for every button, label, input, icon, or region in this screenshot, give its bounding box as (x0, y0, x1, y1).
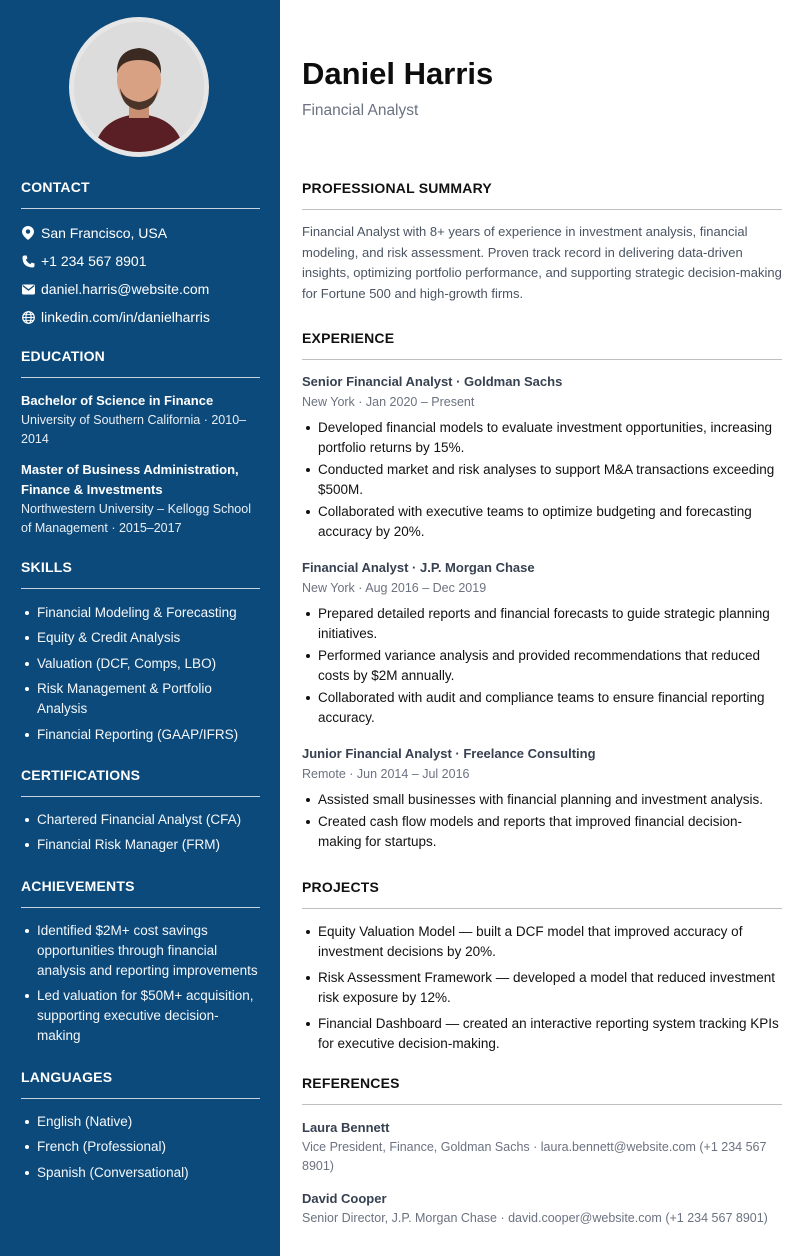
job-bullet: Developed financial models to evaluate investment opportunities, increasing portfolio returns by 15%. (302, 418, 782, 459)
projects-list (302, 922, 782, 1055)
achievement-item: Identified $2M+ cost savings opportunities through financial analysis and reporting improvements (21, 921, 260, 981)
education-degree: Bachelor of Science in Finance (21, 393, 214, 408)
projects-heading: PROJECTS (302, 879, 782, 909)
skills-list (21, 603, 260, 750)
contact-heading: CONTACT (21, 179, 260, 209)
references-heading: REFERENCES (302, 1075, 782, 1105)
reference-name: Laura Bennett (302, 1120, 390, 1135)
summary-text: Financial Analyst with 8+ years of experience in investment analysis, financial modeling, and risk assessment. Proven track record in delivering data-driven insights, optimizing portfolio performance, and supporting strategic decision-making for Fortune 500 and high-growth firms. (302, 224, 782, 301)
skill-item: Valuation (DCF, Comps, LBO) (21, 654, 260, 674)
achievement-item: Led valuation for $50M+ acquisition, supporting executive decision-making (21, 986, 260, 1046)
email-icon (21, 282, 35, 296)
languages-heading: LANGUAGES (21, 1069, 260, 1099)
sidebar (0, 0, 280, 1256)
education-heading: EDUCATION (21, 348, 260, 378)
reference-info: Vice President, Finance, Goldman Sachs · laura.bennett@website.com (+1 234 567 8901) (302, 1140, 767, 1173)
contact-location-text: San Francisco, USA (41, 225, 168, 241)
skill-item: Financial Reporting (GAAP/IFRS) (21, 725, 260, 745)
profile-photo (69, 17, 209, 157)
achievements-heading: ACHIEVEMENTS (21, 878, 260, 908)
job-entry (302, 372, 782, 544)
language-item: Spanish (Conversational) (21, 1163, 260, 1183)
education-item (21, 460, 260, 538)
contact-email[interactable] (21, 275, 260, 303)
job-bullet: Prepared detailed reports and financial forecasts to guide strategic planning initiatives. (302, 604, 782, 645)
reference-entry (302, 1189, 782, 1228)
job-title: Senior Financial Analyst · Goldman Sachs (302, 374, 563, 389)
certification-item: Chartered Financial Analyst (CFA) (21, 810, 260, 830)
candidate-role: Financial Analyst (302, 102, 419, 119)
reference-info: Senior Director, J.P. Morgan Chase · david.cooper@website.com (+1 234 567 8901) (302, 1211, 768, 1225)
main-content (302, 0, 782, 1256)
achievements-list (21, 921, 260, 1052)
job-bullets (302, 418, 782, 543)
job-entry (302, 558, 782, 730)
job-bullet: Created cash flow models and reports that improved financial decision-making for startups. (302, 812, 782, 853)
job-meta: Remote · Jun 2014 – Jul 2016 (302, 767, 470, 781)
contact-list (21, 219, 260, 331)
contact-linkedin[interactable] (21, 303, 260, 331)
skill-item: Financial Modeling & Forecasting (21, 603, 260, 623)
contact-location (21, 219, 260, 247)
job-bullets (302, 790, 782, 852)
job-bullets (302, 604, 782, 729)
job-entry (302, 744, 782, 854)
education-item (21, 391, 260, 449)
contact-phone-text: +1 234 567 8901 (41, 253, 147, 269)
job-bullet: Assisted small businesses with financial planning and investment analysis. (302, 790, 782, 810)
reference-name: David Cooper (302, 1191, 387, 1206)
certification-item: Financial Risk Manager (FRM) (21, 835, 260, 855)
job-bullet: Collaborated with audit and compliance teams to ensure financial reporting accuracy. (302, 688, 782, 729)
skills-heading: SKILLS (21, 559, 260, 589)
avatar (74, 22, 204, 152)
certifications-heading: CERTIFICATIONS (21, 767, 260, 797)
contact-linkedin-text: linkedin.com/in/danielharris (41, 309, 210, 325)
languages-list (21, 1112, 260, 1188)
contact-phone[interactable] (21, 247, 260, 275)
job-meta: New York · Aug 2016 – Dec 2019 (302, 581, 487, 595)
job-bullet: Conducted market and risk analyses to support M&A transactions exceeding $500M. (302, 460, 782, 501)
job-title: Junior Financial Analyst · Freelance Consulting (302, 746, 596, 761)
job-title: Financial Analyst · J.P. Morgan Chase (302, 560, 535, 575)
skill-item: Risk Management & Portfolio Analysis (21, 679, 260, 719)
candidate-name: Daniel Harris (302, 56, 494, 91)
globe-icon (21, 310, 35, 324)
job-bullet: Collaborated with executive teams to optimize budgeting and forecasting accuracy by 20%. (302, 502, 782, 543)
job-meta: New York · Jan 2020 – Present (302, 395, 475, 409)
phone-icon (21, 254, 35, 268)
project-item: Equity Valuation Model — built a DCF model that improved accuracy of investment decisions by 20%. (302, 922, 782, 963)
job-bullet: Performed variance analysis and provided recommendations that reduced costs by $2M annually. (302, 646, 782, 687)
summary-heading: PROFESSIONAL SUMMARY (302, 180, 782, 210)
education-degree: Master of Business Administration, Finance & Investments (21, 462, 239, 497)
projects-section (302, 922, 782, 1060)
education-school: University of Southern California · 2010–2014 (21, 413, 247, 446)
project-item: Risk Assessment Framework — developed a model that reduced investment risk exposure by 12%. (302, 968, 782, 1009)
skill-item: Equity & Credit Analysis (21, 628, 260, 648)
reference-entry (302, 1118, 782, 1176)
education-school: Northwestern University – Kellogg School of Management · 2015–2017 (21, 502, 251, 535)
location-pin-icon (21, 226, 35, 240)
language-item: French (Professional) (21, 1137, 260, 1157)
contact-email-text: daniel.harris@website.com (41, 281, 210, 297)
language-item: English (Native) (21, 1112, 260, 1132)
certifications-list (21, 810, 260, 861)
project-item: Financial Dashboard — created an interactive reporting system tracking KPIs for executive decision-making. (302, 1014, 782, 1055)
experience-heading: EXPERIENCE (302, 330, 782, 360)
